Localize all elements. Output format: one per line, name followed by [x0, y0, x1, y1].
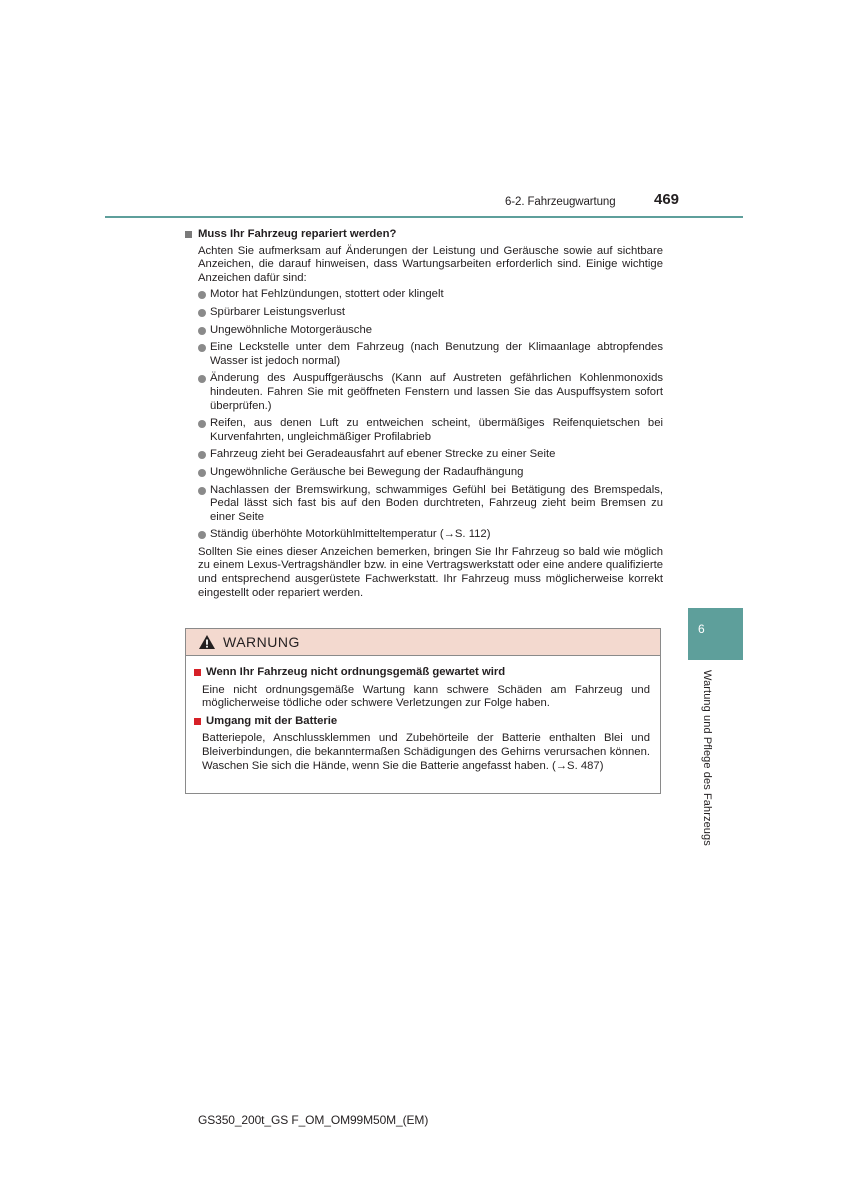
- bullet-dot-icon: [198, 487, 206, 495]
- bullet-dot-icon: [198, 309, 206, 317]
- warning-item-text: Eine nicht ordnungsgemäße Wartung kann schwere Schäden am Fahrzeug und möglicherweise tödliche oder schwere Verletzungen zur Folge haben.: [202, 683, 650, 710]
- list-item: [185, 528, 663, 542]
- chapter-title: Wartung und Pflege des Fahrzeugs: [701, 670, 713, 846]
- list-item-text: Nachlassen der Bremswirkung, schwammiges Gefühl bei Betätigung des Bremspedals, Pedal lässt sich fast bis auf den Boden durchtreten, Fahrzeug zieht beim Bremsen zu einer Seite: [210, 483, 663, 523]
- list-item-text: Ständig überhöhte Motorkühlmitteltemperatur (→S. 112): [210, 528, 491, 541]
- list-item-text: Eine Leckstelle unter dem Fahrzeug (nach Benutzung der Klimaanlage abtropfendes Wasser ist jedoch normal): [210, 341, 663, 367]
- list-item-text: Ungewöhnliche Geräusche bei Bewegung der Radaufhängung: [210, 465, 524, 478]
- main-content: [185, 228, 663, 603]
- list-item-text: Spürbarer Leistungsverlust: [210, 305, 346, 318]
- list-item: [185, 372, 663, 413]
- bullet-dot-icon: [198, 469, 206, 477]
- bullet-dot-icon: [198, 344, 206, 352]
- warning-body: [186, 656, 660, 773]
- list-item-text: Änderung des Auspuffgeräuschs (Kann auf Austreten gefährlichen Kohlenmonoxids hindeuten. Fahren Sie mit geöffneten Fenstern und lassen Sie das Auspuffsystem sofort überprüfen.): [210, 372, 663, 412]
- list-item: [185, 417, 663, 444]
- list-item: [185, 448, 663, 462]
- list-item: [185, 466, 663, 480]
- section-heading: [185, 228, 663, 242]
- list-item: [185, 341, 663, 368]
- chapter-tab: [688, 608, 743, 660]
- bullet-dot-icon: [198, 327, 206, 335]
- red-square-icon: [194, 669, 201, 676]
- warning-header: [186, 629, 660, 656]
- list-item: [185, 484, 663, 525]
- list-item-text: Reifen, aus denen Luft zu entweichen scheint, übermäßiges Reifenquietschen bei Kurvenfahrten, ungleichmäßiger Profilabrieb: [210, 417, 663, 443]
- warning-item-heading: [194, 715, 650, 729]
- chapter-number: 6: [698, 622, 705, 636]
- list-item-text: Fahrzeug zieht bei Geradeausfahrt auf ebener Strecke zu einer Seite: [210, 448, 556, 461]
- bullet-dot-icon: [198, 291, 206, 299]
- bullet-dot-icon: [198, 420, 206, 428]
- list-item: [185, 288, 663, 302]
- list-item-text: Ungewöhnliche Motorgeräusche: [210, 323, 373, 336]
- warning-item-text: Batteriepole, Anschlussklemmen und Zubehörteile der Batterie enthalten Blei und Bleiverbindungen, die bekanntermaßen Schädigungen des Gehirns verursachen können. Waschen Sie sich die Hände, wenn Sie die Batterie angefasst haben. (→S. 487): [202, 732, 650, 772]
- header-rule: [105, 216, 743, 218]
- bullet-dot-icon: [198, 451, 206, 459]
- warning-title: WARNUNG: [223, 634, 300, 650]
- warning-item-heading-text: Wenn Ihr Fahrzeug nicht ordnungsgemäß gewartet wird: [206, 666, 506, 678]
- list-item-text: Motor hat Fehlzündungen, stottert oder klingelt: [210, 288, 444, 301]
- warning-item-heading-text: Umgang mit der Batterie: [206, 714, 338, 727]
- red-square-icon: [194, 718, 201, 725]
- page-number: 469: [654, 191, 680, 208]
- warning-box: [185, 628, 661, 794]
- square-bullet-icon: [185, 231, 192, 238]
- list-item: [185, 324, 663, 338]
- intro-paragraph: Achten Sie aufmerksam auf Änderungen der Leistung und Geräusche sowie auf sichtbare Anzeichen, die darauf hinweisen, dass Wartungsarbeiten erforderlich sind. Einige wichtige Anzeichen dafür sind:: [198, 244, 663, 284]
- closing-paragraph: Sollten Sie eines dieser Anzeichen bemerken, bringen Sie Ihr Fahrzeug so bald wie möglich zu einem Lexus-Vertragshändler bzw. in eine Vertragswerkstatt oder eine andere qualifizierte und entsprechend ausgerüstete Fachwerkstatt. Ihr Fahrzeug muss möglicherweise korrekt eingestellt oder repariert werden.: [198, 545, 663, 599]
- bullet-dot-icon: [198, 375, 206, 383]
- section-heading-text: Muss Ihr Fahrzeug repariert werden?: [198, 228, 397, 240]
- bullet-dot-icon: [198, 531, 206, 539]
- warning-triangle-icon: [198, 634, 216, 650]
- warning-item-heading: [194, 666, 650, 680]
- section-title: 6-2. Fahrzeugwartung: [505, 196, 616, 208]
- list-item: [185, 306, 663, 320]
- footer-doc-code: GS350_200t_GS F_OM_OM99M50M_(EM): [198, 1113, 429, 1127]
